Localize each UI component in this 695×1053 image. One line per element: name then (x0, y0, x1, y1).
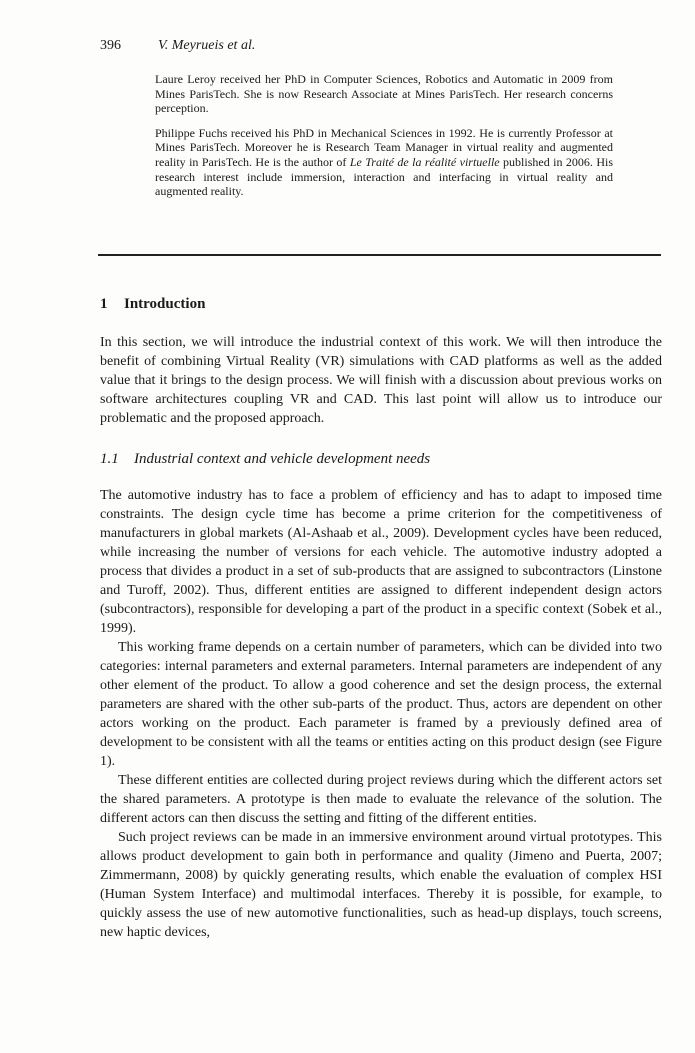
bio-fuchs-text-2: published in 2006. His research interest include immersion, interaction and interfacing in virtual reality and augmented reality. (155, 154, 613, 199)
running-authors: V. Meyrueis et al. (158, 38, 256, 53)
bio-leroy: Laure Leroy received her PhD in Computer Sciences, Robotics and Automatic in 2009 from Mines ParisTech. She is now Research Associate at Mines ParisTech. Her research concerns perception. (155, 72, 613, 116)
body-paragraph: These different entities are collected during project reviews during which the different actors set the shared parameters. A prototype is then made to evaluate the relevance of the solution. The different actors can then discuss the setting and fitting of the different entities. (100, 773, 662, 826)
subsection-heading (100, 451, 430, 468)
author-bios (155, 72, 613, 209)
section-title: Introduction (124, 296, 206, 312)
body-paragraph: This working frame depends on a certain number of parameters, which can be divided into two categories: internal parameters and external parameters. Internal parameters are independent of any other element of the product. To allow a good coherence and set the design process, the external parameters are shared with the other sub-parts of the product. Thus, actors are dependent on other actors working on the product. Each parameter is framed by a previously defined area of development to be consistent with all the teams or entities acting on this product design (see Figure 1). (100, 640, 662, 769)
intro-paragraph: In this section, we will introduce the industrial context of this work. We will then introduce the benefit of combining Virtual Reality (VR) simulations with CAD platforms as well as the added value that it brings to the design process. We will finish with a discussion about previous works on software architectures coupling VR and CAD. This last point will allow us to introduce our problematic and the proposed approach. (100, 335, 662, 426)
subsection-title: Industrial context and vehicle development needs (134, 451, 431, 467)
body-paragraph: The automotive industry has to face a problem of efficiency and has to adapt to imposed time constraints. The design cycle time has become a prime criterion for the competitiveness of manufacturers in global markets (Al-Ashaab et al., 2009). Development cycles have been reduced, while increasing the number of versions for each vehicle. The automotive industry adopted a process that divides a product in a set of sub-products that are assigned to subcontractors (Linstone and Turoff, 2002). Thus, different entities are assigned to different independent design actors (subcontractors), responsible for developing a part of the product in a specific context (Sobek et al., 1999). (100, 488, 662, 636)
page-number: 396 (100, 38, 121, 53)
bio-fuchs-text-1: Philippe Fuchs received his PhD in Mechanical Sciences in 1992. He is currently Professor at Mines ParisTech. Moreover he is Research Team Manager in virtual reality and augmented reality in ParisTech. He is the author of (155, 125, 613, 169)
section-heading (100, 296, 205, 313)
bio-fuchs-book-title: Le Traité de la réalité virtuelle (349, 154, 500, 169)
subsection-body (100, 486, 662, 942)
body-paragraph: Such project reviews can be made in an immersive environment around virtual prototypes. This allows product development to gain both in performance and quality (Jimeno and Puerta, 2007; Zimmermann, 2008) by quickly generating results, which enable the evaluation of complex HSI (Human System Interface) and multimodal interfaces. Thereby it is possible, for example, to quickly assess the use of new automotive functionalities, such as head-up displays, touch screens, new haptic devices, (100, 830, 662, 940)
subsection-number: 1.1 (100, 451, 119, 467)
intro-body (100, 333, 662, 428)
section-divider (98, 254, 661, 256)
section-number: 1 (100, 296, 108, 312)
running-header (100, 38, 660, 54)
bio-fuchs (155, 126, 613, 199)
